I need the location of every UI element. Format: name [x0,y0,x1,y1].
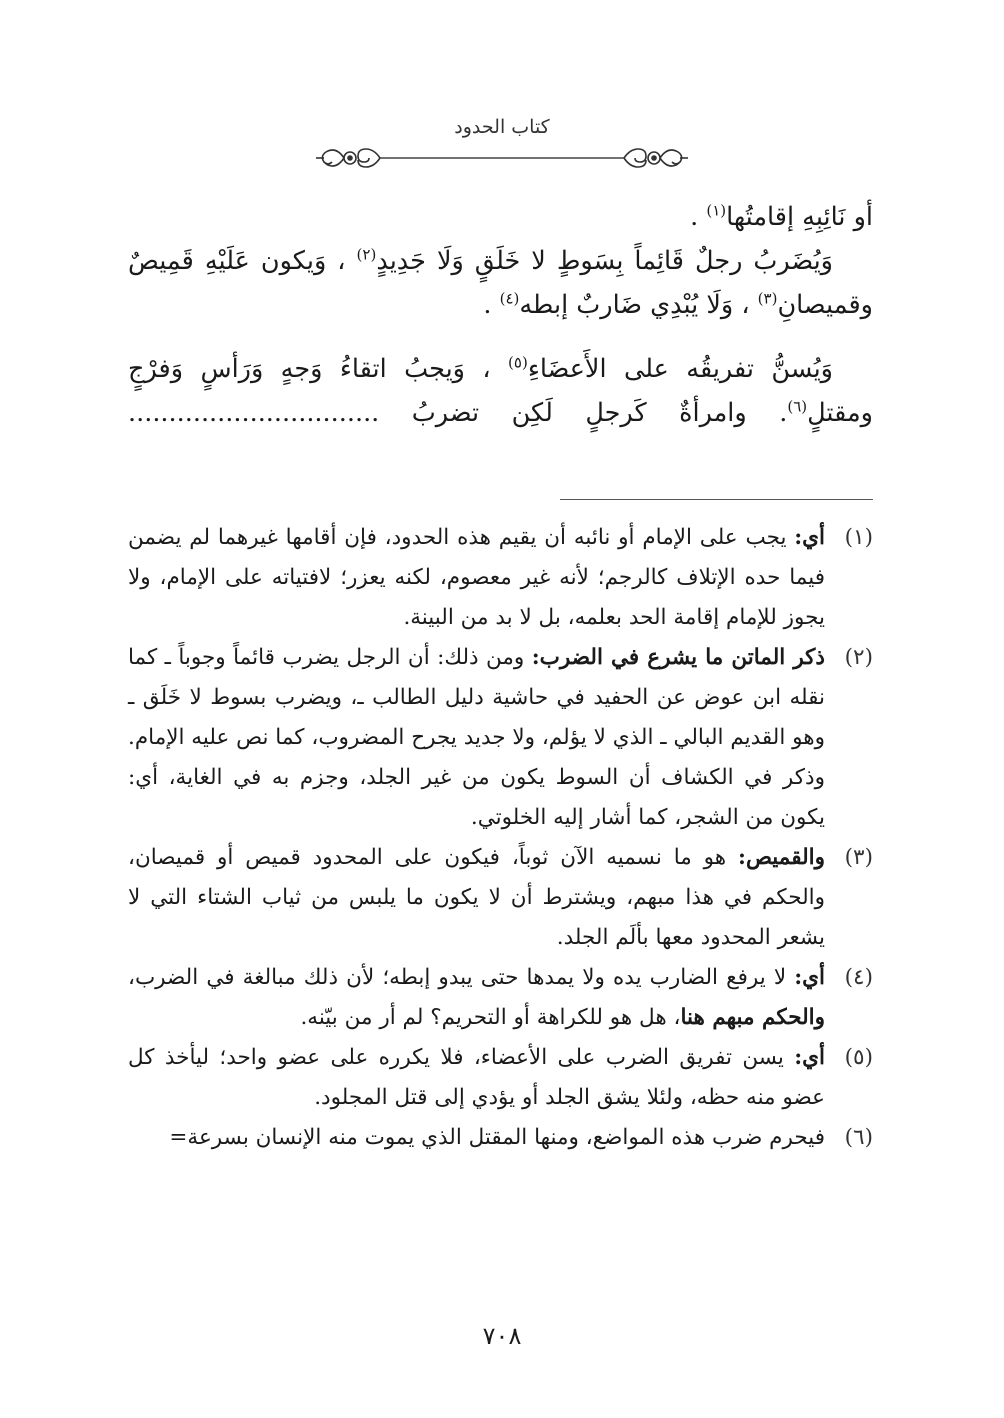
paragraph-3 [128,347,873,435]
footnote-4-number: (٤) [844,965,873,990]
footnote-5-text: يسن تفريق الضرب على الأعضاء، فلا يكرره على عضو واحد؛ ليأخذ كل عضو منه حظه، ولئلا يشق الجلد أو يؤدي إلى قتل المجلود. [128,1045,825,1110]
footnote-3-number: (٣) [844,845,873,870]
footnote-6-number: (٦) [844,1125,873,1150]
footnote-6 [128,1118,873,1158]
footnote-ref-4: (٤) [499,289,520,308]
footnote-5-bold: أي: [794,1045,825,1070]
footnote-4-bold: أي: [794,965,825,990]
footnote-5 [128,1038,873,1118]
footnote-4-text: لا يرفع الضارب يده ولا يمدها حتى يبدو إبطه؛ لأن ذلك مبالغة في الضرب، [128,965,795,990]
paragraph-2-end: . [483,290,500,320]
footnote-2-text: ومن ذلك: أن الرجل يضرب قائماً وجوباً ـ كما نقله ابن عوض عن الحفيد في حاشية دليل الطالب ـ، ويضرب بسوط لا خَلَق ـ وهو القديم البالي ـ الذي لا يؤلم، ولا جديد يجرح المضروب، كما نص عليه الإمام. وذكر في الكشاف أن السوط يكون من غير الجلد، وجزم به في الغاية، أي: يكون من الشجر، كما أشار إليه الخلوتي. [128,645,825,830]
footnote-1-number: (١) [844,525,873,550]
paragraph-1 [128,195,873,239]
footnote-ref-5: (٥) [508,353,528,372]
footnote-1-body [128,525,825,630]
paragraph-1-text: أو نَائِبِهِ إقامتُها [726,202,873,232]
paragraph-3-text-b: ، وَيجبُ اتقاءُ وَجهٍ وَرَأسٍ وَفرْجٍ ومقتلٍ [128,354,873,428]
footnote-5-body [128,1045,825,1110]
header-title: كتاب الحدود [454,116,550,138]
footnote-ref-1: (١) [706,201,727,220]
footnote-4-body [128,965,825,1030]
paragraph-3-text-a: وَيُسنُّ تفريقُه على الأَعضَاءِ [527,354,833,384]
footnote-4-text-2: ، هل هو للكراهة أو التحريم؟ لم أر من بيّنه. [300,1005,681,1030]
footnote-ref-2: (٢) [356,245,377,264]
footnote-3-text: هو ما نسميه الآن ثوباً، فيكون على المحدود قميص أو قميصان، والحكم في هذا مبهم، ويشترط أن لا يكون ما يلبس من ثياب الشتاء التي لا يشعر المحدود معها بألَم الجلد. [128,845,825,950]
footnote-4 [128,958,873,1038]
page-number: ٧٠٨ [482,1322,522,1350]
footnote-2-bold: ذكر الماتن ما يشرع في الضرب: [531,645,825,670]
paragraph-2-text-c: ، وَلَا يُبْدِي ضَاربٌ إبطه [519,290,758,320]
footnote-5-number: (٥) [844,1045,873,1070]
footnote-ref-3: (٣) [757,289,778,308]
footnote-1-text: يجب على الإمام أو نائبه أن يقيم هذه الحدود، فإن أقامها غيرهما لم يضمن فيما حده الإتلاف كالرجم؛ لأنه غير معصوم، لكنه يعزر؛ لافتياته على الإمام، ولا يجوز للإمام إقامة الحد بعلمه، بل لا بد من البينة. [128,525,825,630]
paragraph-2-text-b: ، وَيكون عَلَيْهِ قَمِيصٌ وقميصانِ [128,246,873,320]
running-header [310,116,694,180]
footnote-6-body [169,1125,825,1150]
paragraph-3-text-c: . وامرأةٌ كَرجلٍ لَكِن تضربُ [379,398,788,428]
footnote-6-text: فيحرم ضرب هذه المواضع، ومنها المقتل الذي يموت منه الإنسان بسرعة= [169,1125,825,1150]
footnote-4-bold-2: والحكم مبهم هنا [680,1005,825,1030]
footnote-3-bold: والقميص: [738,845,825,870]
footnote-3 [128,838,873,958]
footnote-1 [128,518,873,638]
footnote-1-bold: أي: [794,525,825,550]
paragraph-1-end: . [690,202,707,232]
footnote-2 [128,638,873,838]
continuation-dots: ............................... [128,398,380,428]
footnote-divider [560,499,873,500]
paragraph-2-text-a: وَيُضَربُ رجلٌ قَائِماً بِسَوطٍ لا خَلَقٍ وَلَا جَدِيدٍ [376,246,833,276]
main-text [128,195,873,435]
header-ornament-icon [310,138,694,178]
footnotes [128,518,873,1158]
footnote-2-body [128,645,825,830]
footnote-3-body [128,845,825,950]
paragraph-2 [128,239,873,327]
footnote-2-number: (٢) [844,645,873,670]
footnote-ref-6: (٦) [787,397,808,416]
